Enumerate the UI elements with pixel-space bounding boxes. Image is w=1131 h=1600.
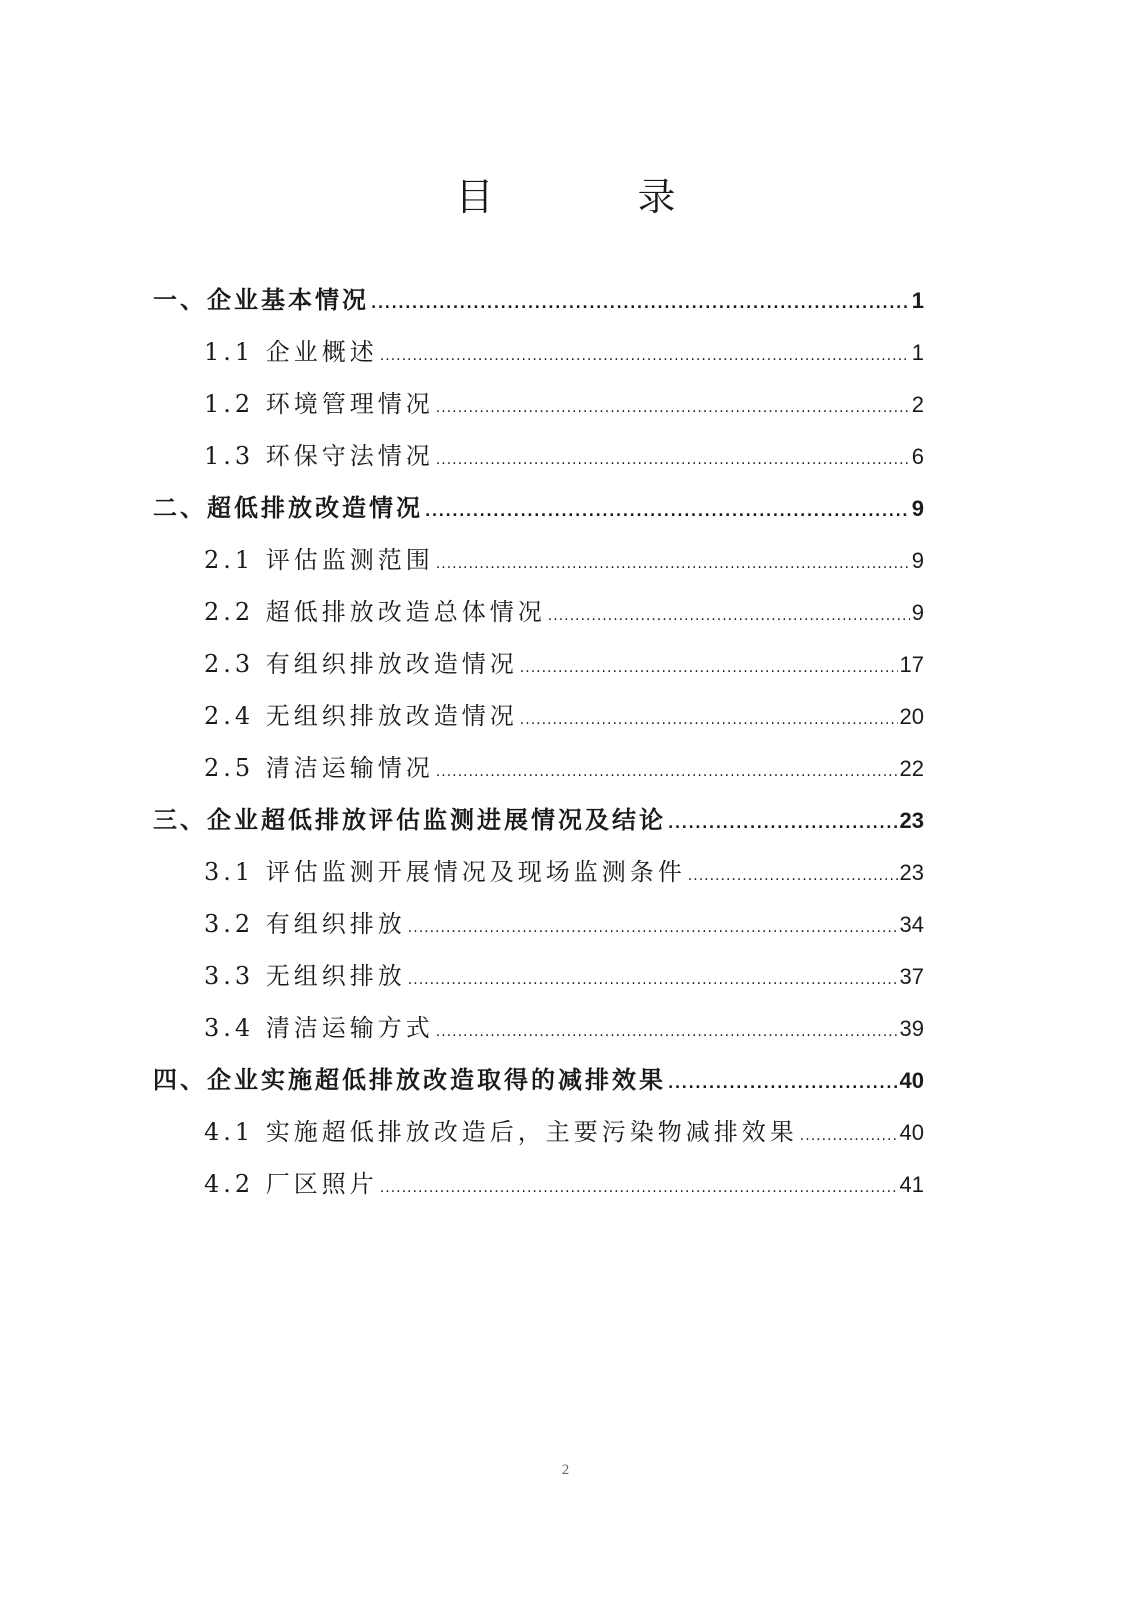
- toc-entry-label: 2.2 超低排放改造总体情况: [204, 598, 546, 626]
- toc-leader-dots: [380, 348, 910, 364]
- toc-entry[interactable]: [204, 592, 924, 632]
- toc-entry-label: 4.2 厂区照片: [204, 1170, 378, 1198]
- page-number: 2: [561, 1462, 570, 1478]
- toc-entry[interactable]: [204, 644, 924, 684]
- toc-entry[interactable]: [204, 904, 924, 944]
- toc-entry-page: 22: [899, 756, 924, 781]
- toc-entry-label: 3.3 无组织排放: [204, 962, 406, 990]
- toc-entry-page: 1: [911, 340, 924, 365]
- toc-entry-label: 4.1 实施超低排放改造后，主要污染物减排效果: [204, 1118, 798, 1146]
- toc-leader-dots: [436, 452, 910, 468]
- toc-entry-label: 3.1 评估监测开展情况及现场监测条件: [204, 858, 686, 886]
- toc-entry-page: 9: [911, 600, 924, 625]
- toc-entry-page: 2: [911, 392, 924, 417]
- toc-entry[interactable]: [204, 748, 924, 788]
- toc-entry-page: 40: [899, 1068, 924, 1093]
- toc-entry[interactable]: [204, 332, 924, 372]
- toc-entry-page: 23: [899, 860, 924, 885]
- toc-entry-page: 17: [899, 652, 924, 677]
- toc-entry-page: 1: [911, 288, 924, 313]
- toc-entry-page: 41: [899, 1172, 924, 1197]
- toc-entry-label: 3.4 清洁运输方式: [204, 1014, 434, 1042]
- toc-entry-page: 39: [899, 1016, 924, 1041]
- toc-leader-dots: [436, 400, 910, 416]
- toc-entry-label: 2.5 清洁运输情况: [204, 754, 434, 782]
- toc-leader-dots: [668, 1076, 898, 1092]
- toc-entry-page: 9: [911, 496, 924, 521]
- toc-entry[interactable]: [204, 1164, 924, 1204]
- toc-entry[interactable]: [204, 1112, 924, 1152]
- toc-entry-page: 34: [899, 912, 924, 937]
- toc-leader-dots: [548, 608, 910, 624]
- toc-entry[interactable]: [204, 540, 924, 580]
- toc-entry-label: 1.1 企业概述: [204, 338, 378, 366]
- toc-entry-label: 2.1 评估监测范围: [204, 546, 434, 574]
- toc-entry-page: 40: [899, 1120, 924, 1145]
- toc-entry-label: 2.4 无组织排放改造情况: [204, 702, 518, 730]
- toc-entry[interactable]: [153, 488, 924, 528]
- toc-entry-label: 二、超低排放改造情况: [153, 493, 423, 522]
- toc-entry[interactable]: [204, 436, 924, 476]
- toc-leader-dots: [520, 660, 898, 676]
- toc-leader-dots: [425, 504, 910, 520]
- toc-leader-dots: [800, 1128, 898, 1144]
- toc-leader-dots: [408, 920, 898, 936]
- toc-entry[interactable]: [153, 1060, 924, 1100]
- toc-entry-label: 3.2 有组织排放: [204, 910, 406, 938]
- toc-entry[interactable]: [204, 956, 924, 996]
- toc-entry-label: 2.3 有组织排放改造情况: [204, 650, 518, 678]
- toc-leader-dots: [371, 296, 910, 312]
- toc-leader-dots: [436, 764, 898, 780]
- toc-leader-dots: [688, 868, 898, 884]
- toc-leader-dots: [380, 1180, 898, 1196]
- toc-leader-dots: [436, 556, 910, 572]
- toc-leader-dots: [436, 1024, 898, 1040]
- toc-entry[interactable]: [204, 384, 924, 424]
- toc-leader-dots: [408, 972, 898, 988]
- toc-entry[interactable]: [204, 696, 924, 736]
- toc-entry-page: 37: [899, 964, 924, 989]
- toc-entry-label: 1.2 环境管理情况: [204, 390, 434, 418]
- toc-entry-label: 三、企业超低排放评估监测进展情况及结论: [153, 805, 666, 834]
- toc-entry-page: 6: [911, 444, 924, 469]
- toc-entry-label: 一、企业基本情况: [153, 285, 369, 314]
- toc-leader-dots: [668, 816, 898, 832]
- toc-leader-dots: [520, 712, 898, 728]
- toc-entry-page: 23: [899, 808, 924, 833]
- toc-entry[interactable]: [153, 800, 924, 840]
- toc-entry[interactable]: [204, 1008, 924, 1048]
- page-title: 目 录: [455, 175, 742, 219]
- toc-entry-label: 四、企业实施超低排放改造取得的减排效果: [153, 1065, 666, 1094]
- toc-entry-page: 9: [911, 548, 924, 573]
- toc-entry[interactable]: [153, 280, 924, 320]
- toc-entry-page: 20: [899, 704, 924, 729]
- toc-entry[interactable]: [204, 852, 924, 892]
- toc-entry-label: 1.3 环保守法情况: [204, 442, 434, 470]
